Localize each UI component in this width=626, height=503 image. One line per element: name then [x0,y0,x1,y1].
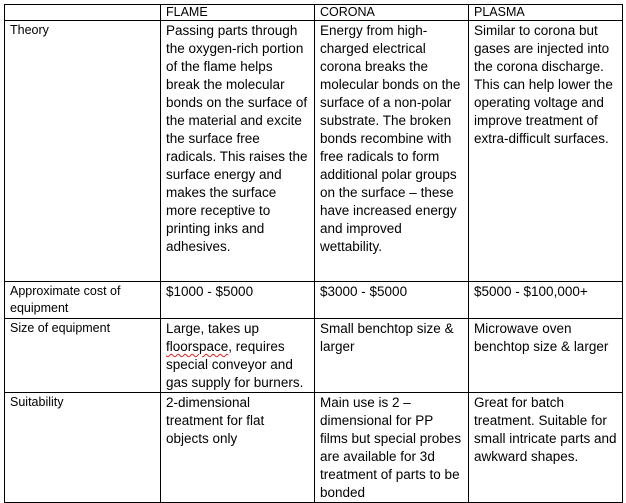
header-plasma: PLASMA [469,5,623,21]
suitability-flame: 2-dimensional treatment for flat objects only [161,393,315,503]
row-label-suitability: Suitability [5,393,161,503]
cost-corona: $3000 - $5000 [315,282,469,319]
header-row [5,5,623,21]
row-label-size: Size of equipment [5,319,161,393]
table-row-size [5,319,623,393]
header-flame: FLAME [161,5,315,21]
theory-flame: Passing parts through the oxygen-rich portion of the flame helps break the molecular bonds on the surface of the material and excite the surface free radicals. This raises the surface energy and makes the surface more receptive to printing inks and adhesives. [161,21,315,282]
table-row-theory [5,21,623,282]
header-empty [5,5,161,21]
theory-plasma: Similar to corona but gases are injected into the corona discharge. This can help lower the operating voltage and improve treatment of extra-difficult surfaces. [469,21,623,282]
theory-corona: Energy from high-charged electrical corona breaks the molecular bonds on the surface of a non-polar substrate. The broken bonds recombine with free radicals to form additional polar groups on the surface – these have increased energy and improved wettability. [315,21,469,282]
table-row-suitability [5,393,623,503]
row-label-theory: Theory [5,21,161,282]
size-flame [161,319,315,393]
size-plasma: Microwave oven benchtop size & larger [469,319,623,393]
cost-plasma: $5000 - $100,000+ [469,282,623,319]
header-corona: CORONA [315,5,469,21]
size-flame-text-c: , requires special conveyor and gas supply for burners. [166,339,304,390]
suitability-plasma: Great for batch treatment. Suitable for small intricate parts and awkward shapes. [469,393,623,503]
cost-flame: $1000 - $5000 [161,282,315,319]
row-label-cost: Approximate cost of equipment [5,282,161,319]
spellcheck-word: floorspace [166,339,229,354]
table-row-cost [5,282,623,319]
suitability-corona: Main use is 2 – dimensional for PP films but special probes are available for 3d treatment of parts to be bonded [315,393,469,503]
comparison-table [4,4,623,503]
size-corona: Small benchtop size & larger [315,319,469,393]
size-flame-text-a: Large, takes up [166,321,260,336]
